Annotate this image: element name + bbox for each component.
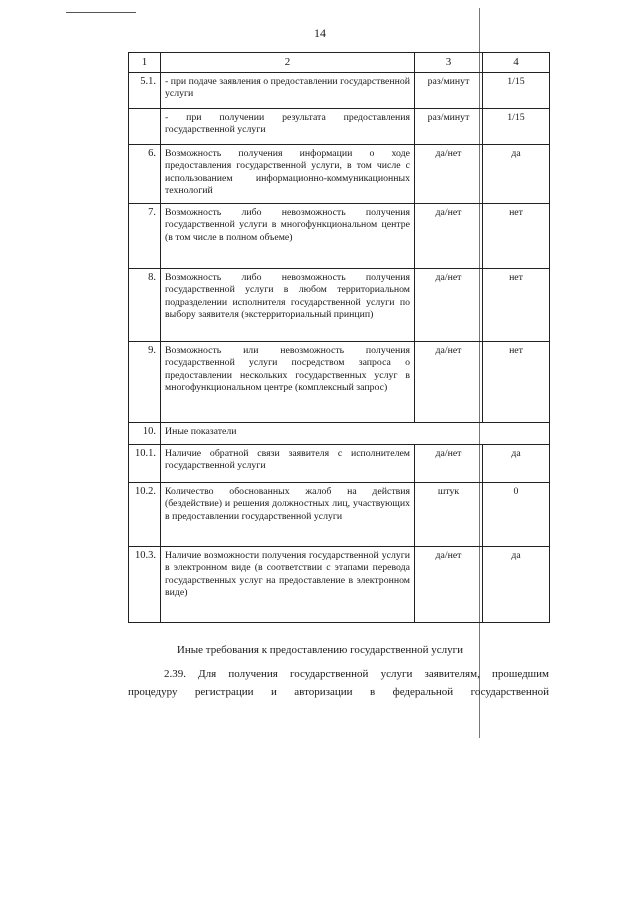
row-number — [129, 108, 161, 144]
row-number: 7. — [129, 203, 161, 268]
table-row — [129, 422, 550, 444]
table-row — [129, 482, 550, 546]
row-value: нет — [483, 341, 550, 422]
table-row — [129, 546, 550, 622]
row-value: 0 — [483, 482, 550, 546]
row-value: нет — [483, 203, 550, 268]
row-unit: да/нет — [415, 268, 483, 341]
row-unit: раз/минут — [415, 72, 483, 108]
table-header-row — [129, 53, 550, 73]
table-row — [129, 444, 550, 482]
page-number: 14 — [314, 26, 326, 40]
table-row — [129, 341, 550, 422]
paragraph-line: процедуру регистрации и авторизации в федеральной государственной — [128, 686, 549, 698]
row-unit: да/нет — [415, 203, 483, 268]
row-description: Возможность либо невозможность получения государственной услуги в любом территориальном подразделении исполнителя государственной услуги по выбору заявителя (экстерриториальный принцип) — [161, 268, 415, 341]
row-value: 1/15 — [483, 72, 550, 108]
column-header: 3 — [415, 53, 483, 73]
row-description: Наличие возможности получения государственной услуги в электронном виде (в соответствии с этапами перевода государственных услуг на предоставление в электронном виде) — [161, 546, 415, 622]
row-description: Иные показатели — [161, 422, 550, 444]
column-header: 4 — [483, 53, 550, 73]
table-row — [129, 203, 550, 268]
row-description: - при подаче заявления о предоставлении государственной услуги — [161, 72, 415, 108]
row-number: 9. — [129, 341, 161, 422]
row-unit: да/нет — [415, 144, 483, 203]
indicators-table — [128, 52, 550, 623]
row-number: 6. — [129, 144, 161, 203]
row-description: Возможность либо невозможность получения государственной услуги в многофункциональном центре (в том числе в полном объеме) — [161, 203, 415, 268]
row-description: Количество обоснованных жалоб на действия (бездействие) и решения должностных лиц, участвующих в предоставлении государственной услуги — [161, 482, 415, 546]
row-number: 5.1. — [129, 72, 161, 108]
column-header: 2 — [161, 53, 415, 73]
row-value: да — [483, 546, 550, 622]
row-value: 1/15 — [483, 108, 550, 144]
row-value: да — [483, 444, 550, 482]
row-unit: штук — [415, 482, 483, 546]
table-row — [129, 268, 550, 341]
row-number: 10.3. — [129, 546, 161, 622]
table-row — [129, 144, 550, 203]
row-description: - при получении результата предоставления государственной услуги — [161, 108, 415, 144]
row-description: Возможность получения информации о ходе предоставления государственной услуги, в том числе с использованием информационно-коммуникационных технологий — [161, 144, 415, 203]
row-unit: да/нет — [415, 546, 483, 622]
row-number: 10.1. — [129, 444, 161, 482]
column-header: 1 — [129, 53, 161, 73]
table-row — [129, 108, 550, 144]
row-number: 10.2. — [129, 482, 161, 546]
row-description: Возможность или невозможность получения государственной услуги посредством запроса о предоставлении нескольких государственных услуг в многофункциональном центре (комплексный запрос) — [161, 341, 415, 422]
scan-artifact-top-line — [66, 12, 136, 13]
row-unit: раз/минут — [415, 108, 483, 144]
row-unit: да/нет — [415, 444, 483, 482]
row-description: Наличие обратной связи заявителя с исполнителем государственной услуги — [161, 444, 415, 482]
row-value: да — [483, 144, 550, 203]
row-unit: да/нет — [415, 341, 483, 422]
row-number: 8. — [129, 268, 161, 341]
section-heading: Иные требования к предоставлению государственной услуги — [176, 644, 464, 656]
paragraph-line: 2.39. Для получения государственной услуги заявителям, прошедшим — [164, 668, 549, 680]
row-number: 10. — [129, 422, 161, 444]
table-row — [129, 72, 550, 108]
row-value: нет — [483, 268, 550, 341]
